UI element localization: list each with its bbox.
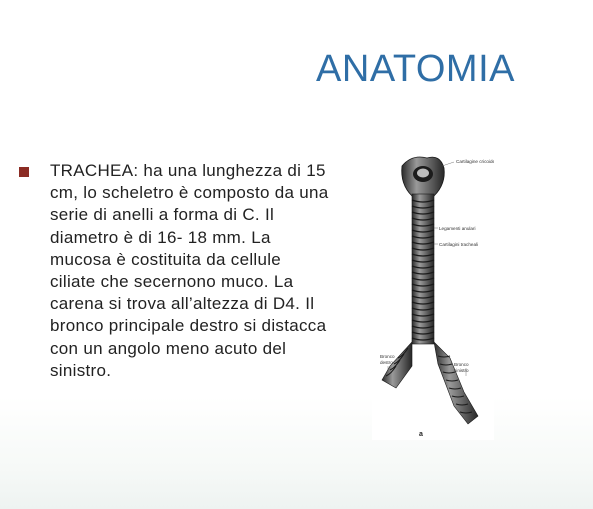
label-ligaments: Legamenti anulari xyxy=(439,226,476,231)
label-cartilages: Cartilagini tracheali xyxy=(439,242,479,247)
larynx-shape xyxy=(402,157,445,196)
label-right-bronchus-2: destro xyxy=(380,360,393,365)
slide-title: ANATOMIA xyxy=(316,48,515,90)
bronchi xyxy=(382,342,478,424)
label-left-bronchus-2: sinistro xyxy=(454,368,469,373)
trachea-illustration xyxy=(372,144,494,440)
square-bullet-icon xyxy=(19,167,29,177)
label-right-bronchus-1: Bronco xyxy=(380,354,395,359)
label-left-bronchus-1: Bronco xyxy=(454,362,469,367)
label-panel-letter: a xyxy=(419,431,423,438)
trachea-diagram xyxy=(372,144,494,440)
bullet-text: TRACHEA: ha una lunghezza di 15 cm, lo scheletro è composto da una serie di anelli a forma di C. Il diametro è di 16- 18 mm. La mucosa è costituita da cellule ciliate che secernono muco. La carena si trova all’altezza di D4. Il bronco principale destro si distacca con un angolo meno acuto del sinistro. xyxy=(50,161,329,380)
trachea-tube xyxy=(412,194,434,344)
label-cricoid: Cartilagine cricoide xyxy=(456,159,494,164)
